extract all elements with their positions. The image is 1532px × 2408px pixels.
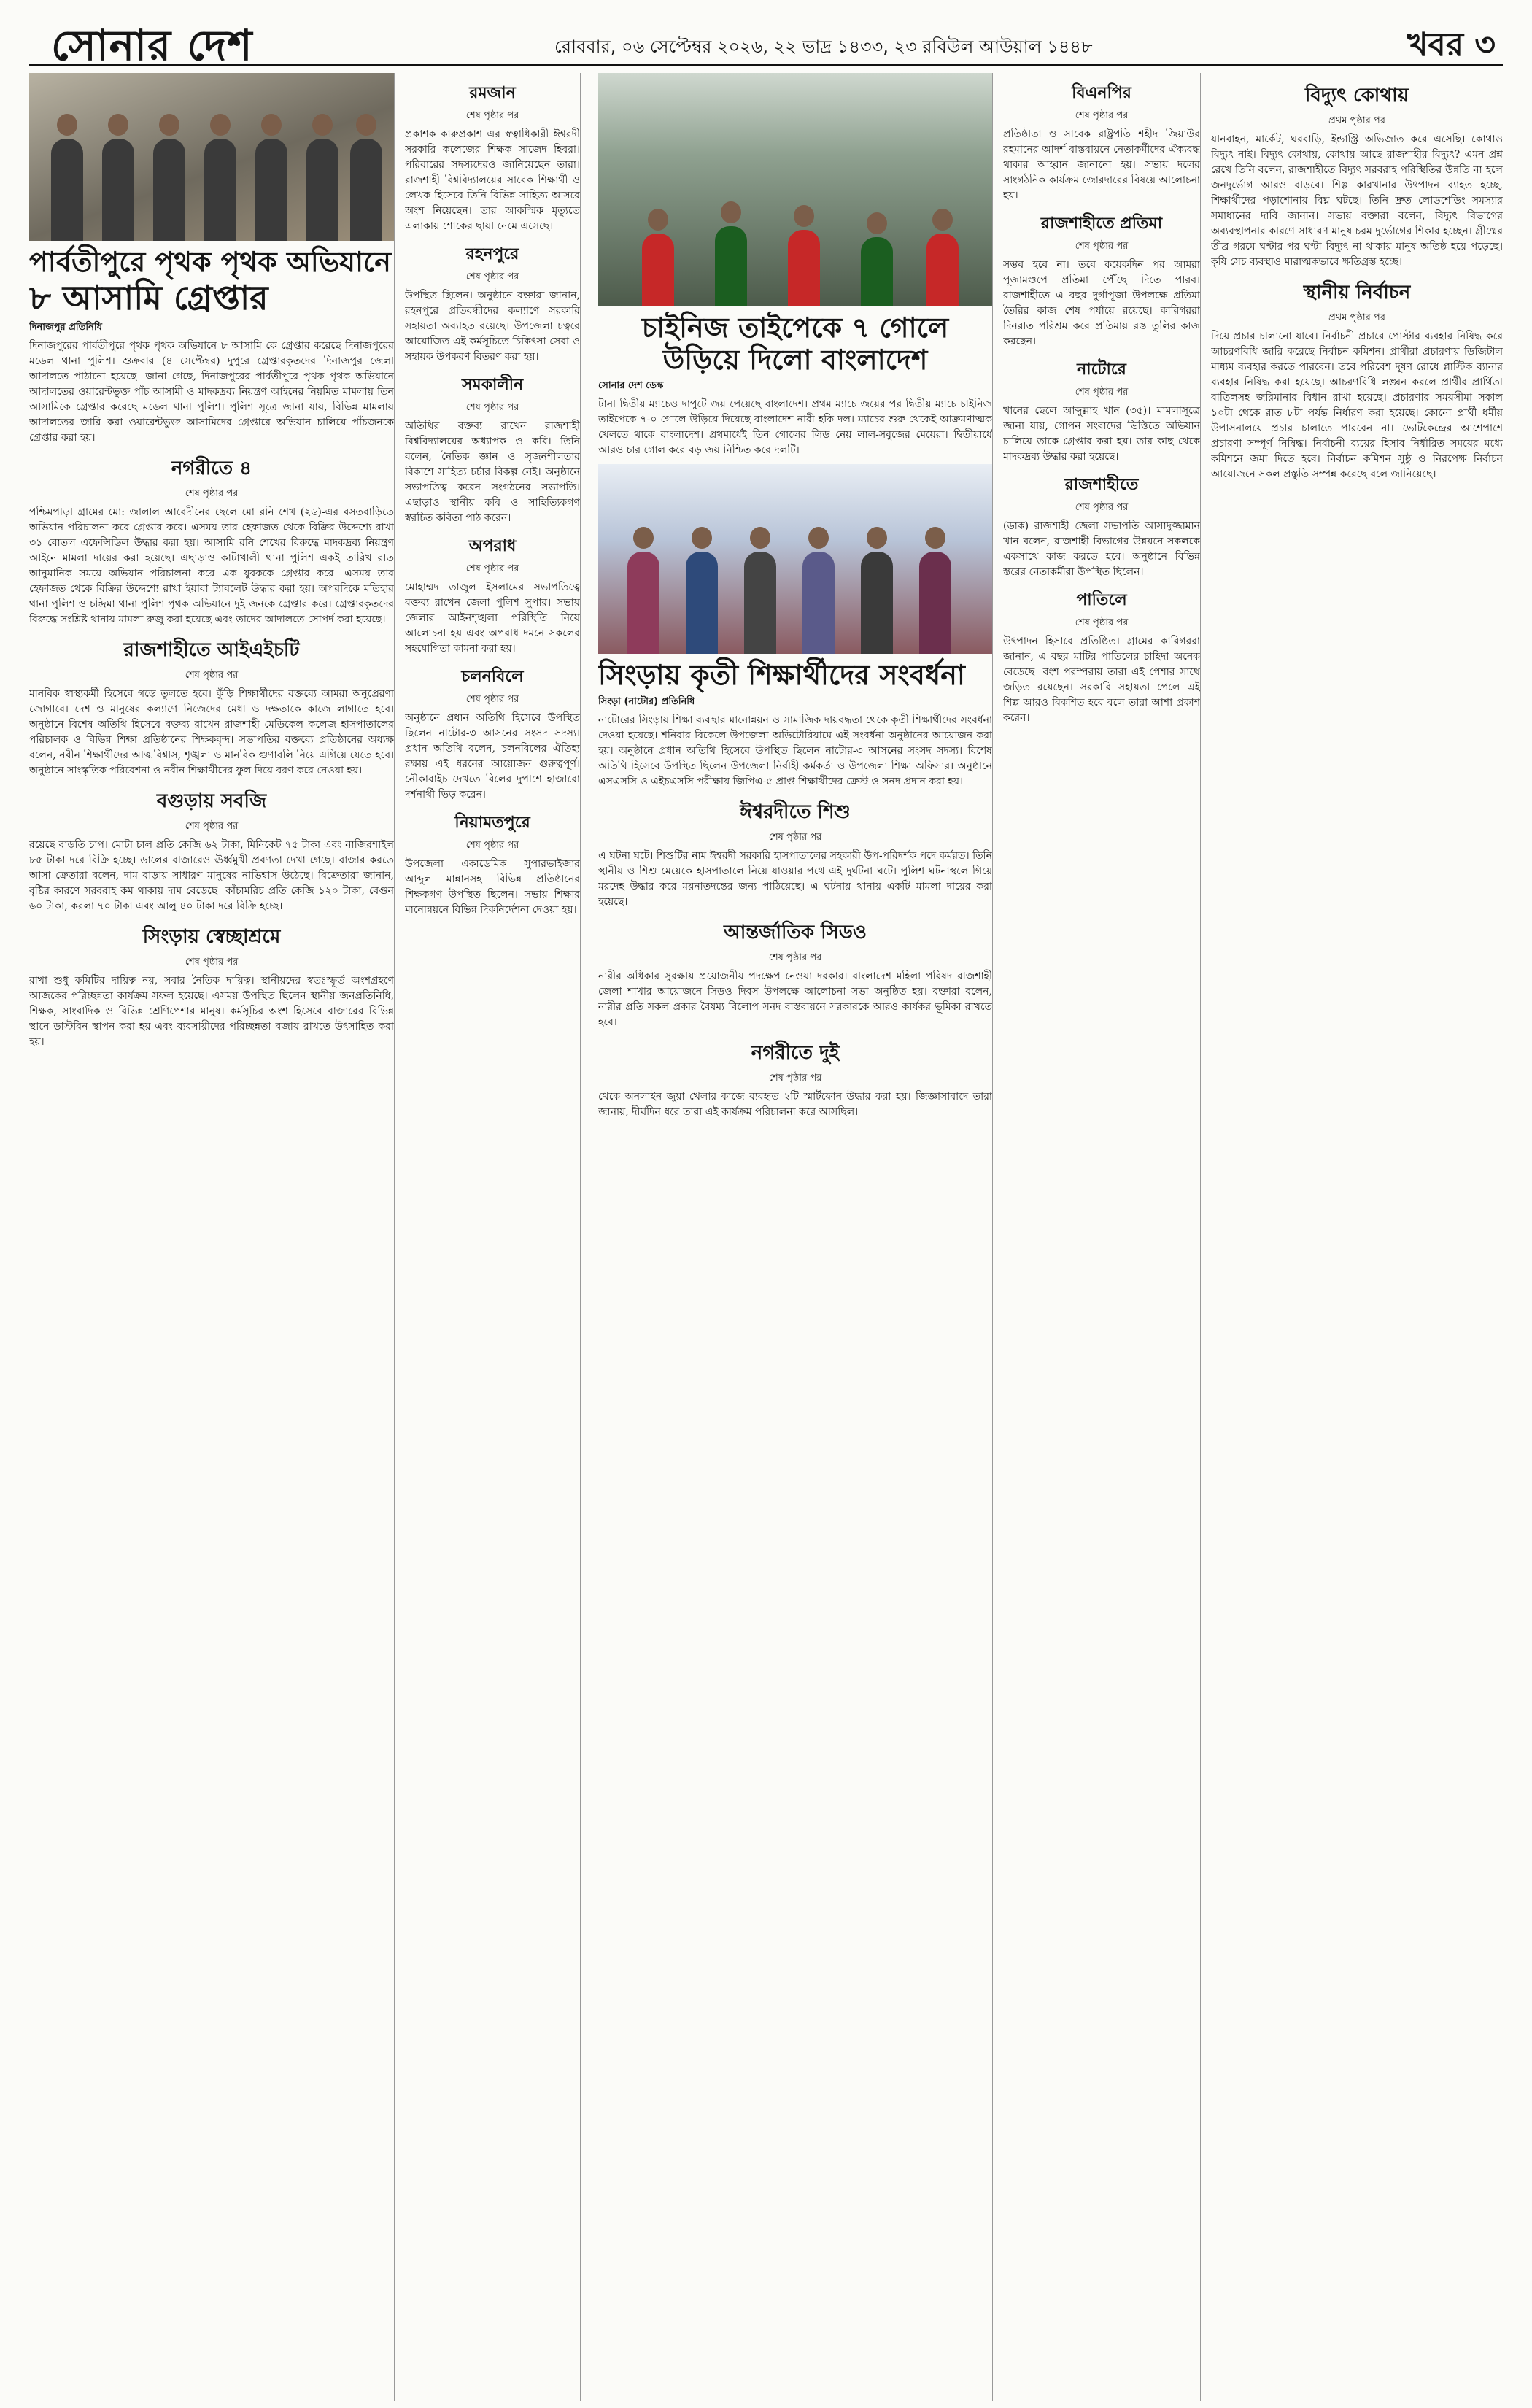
chalan-continued: শেষ পৃষ্ঠার পর (465, 694, 519, 705)
bogra-body: রয়েছে বাড়তি চাপ। মোটা চাল প্রতি কেজি ৬২ টাকা, মিনিকেট ৭৫ টাকা এবং নাজিরশাইল ৮৫ টাকা দরে বিক্রি হচ্ছে। ডালের বাজারেও ঊর্ধ্বমুখী প্রবণতা দেখা গেছে। বাজার করতে আসা ক্রেতারা বলেন, দাম বাড়ায় সাধারণ মানুষের নাভিশ্বাস উঠেছে। বিক্রেতারা জানান, বৃষ্টির কারণে সরবরাহ কম থাকায় দাম বেড়েছে। কাঁচামরিচ প্রতি কেজি ১২০ টাকা, বেগুন ৬০ টাকা, করলা ৭০ টাকা এবং আলু ৪০ টাকা দরে বিক্রি হচ্ছে। (29, 838, 394, 912)
pratima-continued: শেষ পৃষ্ঠার পর (1075, 241, 1129, 252)
oporadh-body: মোহাম্মদ তাজুল ইসলামের সভাপতিত্বে বক্তব্য রাখেন জেলা পুলিশ সুপার। সভায় জেলার আইনশৃঙ্খলা পরিস্থিতি নিয়ে আলোচনা হয় এবং অপরাধ দমনে সকলের সহযোগিতা কামনা করা হয়। (405, 582, 580, 655)
arrest-photo (29, 73, 394, 241)
natore-continued: শেষ পৃষ্ঠার পর (1075, 387, 1129, 398)
rahanpur-continued: শেষ পৃষ্ঠার পর (465, 271, 519, 282)
pratima-body: সম্ভব হবে না। তবে কয়েকদিন পর আমরা পূজামণ্ডপে প্রতিমা পৌঁছে দিতে পারব। রাজশাহীতে এ বছর দুর্গাপূজা উপলক্ষে প্রতিমা তৈরির কাজ শেষ পর্যায়ে রয়েছে। কারিগররা দিনরাত পরিশ্রম করে প্রতিমায় রঙ তুলির কাজ করছেন। (1003, 259, 1200, 347)
somokalin-headline: সমকালীন (461, 376, 524, 394)
nagari-body: পশ্চিমপাড়া গ্রামের মো: জালাল আবেদীনের ছেলে মো রনি শেখ (২৬)-এর বসতবাড়িতে অভিযান পরিচালনা করে গ্রেপ্তার করে। এসময় তার হেফাজত থেকে বিক্রির উদ্দেশ্যে রাখা ৩১ বোতল এফেন্সিডিল উদ্ধার করা হয়। আসামি রনি শেখের বিরুদ্ধে মাদকদ্রব্য নিয়ন্ত্রণ আইনে মামলা দায়ের করা হয়েছে। এছাড়াও কাটাখালী থানা পুলিশ একই তারিখ রাত আনুমানিক সময়ে অভিযান পরিচালনা করে এক যুবককে গ্রেপ্তার করে। এসময় তার হেফাজত থেকে বিক্রির উদ্দেশ্যে রাখা ইয়াবা ট্যাবলেট উদ্ধার করা হয়। অপরদিকে মতিহার থানা পুলিশ ও চন্দ্রিমা থানা পুলিশ পৃথক অভিযানে দুই জনকে গ্রেপ্তার করে। গ্রেপ্তারকৃতদের বিরুদ্ধে সংশ্লিষ্ট থানায় মামলা রুজু করা হয়েছে এবং তাদের আদালতে সোপর্দ করা হয়েছে। (29, 506, 394, 625)
column-2 (405, 73, 581, 2401)
column-1 (29, 73, 395, 2401)
nagari-headline: নগরীতে ৪ (171, 457, 252, 479)
oporadh-headline: অপরাধ (468, 537, 517, 555)
power-headline: বিদ্যুৎ কোথায় (1304, 85, 1409, 107)
bogra-continued: শেষ পৃষ্ঠার পর (185, 820, 239, 832)
power-continued: প্রথম পৃষ্ঠার পর (1328, 115, 1385, 126)
election-body: দিয়ে প্রচার চালানো যাবে। নির্বাচনী প্রচারে পোস্টার ব্যবহার নিষিদ্ধ করে আচরণবিধি জারি করেছে নির্বাচন কমিশন। প্রার্থীরা প্রচারণায় ডিজিটাল মাধ্যম ব্যবহার করতে পারবেন। তবে পরিবেশ দূষণ রোধে প্লাস্টিক ব্যানার ব্যবহার নিষিদ্ধ করা হয়েছে। আচরণবিধি লঙ্ঘন করলে প্রার্থীর প্রার্থিতা বাতিলসহ জরিমানার বিধান রাখা হয়েছে। প্রচারণার সময়সীমা সকাল ১০টা থেকে রাত ৮টা পর্যন্ত নির্ধারণ করা হয়েছে। কোনো প্রার্থী ধর্মীয় উপাসনালয়ে প্রচার চালাতে পারবেন না। ভোটকেন্দ্রের আশেপাশে প্রচারণা সম্পূর্ণ নিষিদ্ধ। নির্বাচনী ব্যয়ের হিসাব নির্ধারিত সময়ের মধ্যে কমিশনে জমা দিতে হবে। নির্বাচন কমিশন সুষ্ঠু ও নিরপেক্ষ নির্বাচন আয়োজনে সকল প্রস্তুতি সম্পন্ন করেছে বলে জানিয়েছে। (1211, 331, 1503, 480)
ishwardi-headline: ঈশ্বরদীতে শিশু (740, 801, 851, 824)
sports-headline-line-1: চাইনিজ তাইপেকে ৭ গোলে (641, 312, 949, 344)
hockey-photo (598, 73, 992, 306)
column-3 (598, 73, 993, 2401)
lead-byline: দিনাজপুর প্রতিনিধি (29, 321, 102, 333)
newspaper-logo: সোনার দেশ (51, 20, 253, 70)
nagari-continued: শেষ পৃষ্ঠার পর (185, 487, 239, 499)
ishwardi-body: এ ঘটনা ঘটে। শিশুটির নাম ঈশ্বরদী সরকারি হাসপাতালের সহকারী উপ-পরিদর্শক পদে কর্মরত। তিনি স্থানীয় ও শিশু মেয়েকে হাসপাতালে নিয়ে যাওয়ার পথে এই দুর্ঘটনা ঘটে। পুলিশ ঘটনাস্থলে গিয়ে মরদেহ উদ্ধার করে ময়নাতদন্তের জন্য পাঠিয়েছে। এ ঘটনায় থানায় একটি মামলা দায়ের করা হয়েছে। (598, 850, 992, 908)
iichit-continued: শেষ পৃষ্ঠার পর (185, 669, 239, 681)
intl-continued: শেষ পৃষ্ঠার পর (768, 952, 822, 964)
page-section: খবর ৩ (1407, 26, 1496, 63)
singra-continued: শেষ পৃষ্ঠার পর (185, 956, 239, 968)
ishwardi-continued: শেষ পৃষ্ঠার পর (768, 832, 822, 844)
lead-headline-line-2: ৮ আসামি গ্রেপ্তার (29, 277, 268, 317)
singra-headline: সিংড়ায় স্বেচ্ছাশ্রমে (142, 925, 281, 948)
sports-headline-line-2: উড়িয়ে দিলো বাংলাদেশ (662, 343, 928, 376)
election-headline: স্থানীয় নির্বাচন (1303, 282, 1411, 304)
bnp-continued: শেষ পৃষ্ঠার পর (1075, 110, 1129, 121)
lead-headline-line-1: পার্বতীপুরে পৃথক পৃথক অভিযানে (29, 246, 391, 278)
masthead (29, 13, 1503, 70)
ramadan-continued: শেষ পৃষ্ঠার পর (465, 110, 519, 121)
iichit-body: মানবিক স্বাস্থ্যকর্মী হিসেবে গড়ে তুলতে হবে। কুঁড়ি শিক্ষার্থীদের বক্তব্যে আমরা অনুপ্রেরণা জোগাবে। দেশ ও মানুষের কল্যাণে নিজেদের মেধা ও দক্ষতাকে কাজে লাগাতে হবে। অনুষ্ঠানে বিশেষ অতিথি হিসেবে বক্তব্য রাখেন রাজশাহী মেডিকেল কলেজ হাসপাতালের পরিচালক ও বিভিন্ন শিক্ষা প্রতিষ্ঠানের শিক্ষকবৃন্দ। সভাপতির বক্তব্যে প্রতিষ্ঠানের অধ্যক্ষ বলেন, নবীন শিক্ষার্থীদের আত্মবিশ্বাস, শৃঙ্খলা ও মানবিক গুণাবলি নিয়ে এগিয়ে যেতে হবে। অনুষ্ঠানে সাংস্কৃতিক পরিবেশনা ও নবীন শিক্ষার্থীদের ফুল দিয়ে বরণ করে নেওয়া হয়। (29, 687, 394, 776)
lead-body: দিনাজপুরের পার্বতীপুরে পৃথক পৃথক অভিযানে ৮ আসামি কে গ্রেপ্তার করেছে দিনাজপুরের মডেল থানা পুলিশ। শুক্রবার (৪ সেপ্টেম্বর) দুপুরে গ্রেপ্তারকৃতদের দিনাজপুর জেলা আদালতে পাঠানো হয়েছে। জানা গেছে, দিনাজপুরের পার্বতীপুরে পৃথক পৃথক অভিযানে আদালতের ওয়ারেন্টভুক্ত পাঁচ আসামী ও মাদকদ্রব্য নিয়ন্ত্রণ আইনের নিয়মিত মামলায় তিন আসামিকে গ্রেপ্তার করেছে মডেল থানা পুলিশ। পুলিশ সূত্রে জানা যায়, বিভিন্ন মামলায় আদালতের জারি করা ওয়ারেন্টভুক্ত আসামিদের গ্রেপ্তারে অভিযান চালিয়ে পাঁচজনকে গ্রেপ্তার করা হয়। (29, 339, 394, 444)
rahanpur-body: উপস্থিত ছিলেন। অনুষ্ঠানে বক্তারা জানান, রহনপুরে প্রতিবন্ধীদের কল্যাণে সরকারি সহায়তা অব্যাহত রয়েছে। উপজেলা চত্বরে আয়োজিত এই কর্মসূচিতে চিকিৎসা সেবা ও সহায়ক উপকরণ বিতরণ করা হয়। (405, 290, 580, 363)
sports-byline: সোনার দেশ ডেস্ক (598, 380, 664, 392)
column-4 (1003, 73, 1201, 2401)
singra-body: রাখা শুধু কমিটির দায়িত্ব নয়, সবার নৈতিক দায়িত্ব। স্থানীয়দের স্বতঃস্ফূর্ত অংশগ্রহণে আজকের পরিচ্ছন্নতা কার্যক্রম সফল হয়েছে। এসময় উপস্থিত ছিলেন স্থানীয় জনপ্রতিনিধি, শিক্ষক, সাংবাদিক ও বিভিন্ন শ্রেণিপেশার মানুষ। কর্মসূচির অংশ হিসেবে বাজারের বিভিন্ন স্থানে ডাস্টবিন স্থাপন করা হয় এবং ব্যবসায়ীদের পরিচ্ছন্নতা বজায় রাখতে উৎসাহিত করা হয়। (29, 974, 394, 1048)
nagari2-headline: নগরীতে দুই (751, 1042, 840, 1065)
power-body: যানবাহন, মার্কেট, ঘরবাড়ি, ইন্ডাস্ট্রি অভিজাত করে এসেছি। কোথাও বিদ্যুৎ নাই। বিদ্যুৎ কোথায়, কোথায় আছে রাজশাহীর বিদ্যুৎ? এমন প্রশ্ন রেখে তিনি বলেন, রাজশাহীতে বিদ্যুৎ সরবরাহ পরিস্থিতির উন্নতি না হলে জনদুর্ভোগ আরও বাড়বে। শিল্প কারখানার উৎপাদন ব্যাহত হচ্ছে, শিক্ষার্থীদের পড়াশোনায় বিঘ্ন ঘটছে। তিনি দ্রুত লোডশেডিং সমস্যার সমাধানের দাবি জানান। সভায় বক্তারা বলেন, বিদ্যুৎ বিভাগের অব্যবস্থাপনার কারণে সাধারণ মানুষ চরম দুর্ভোগের শিকার হচ্ছেন। গ্রীষ্মের তীব্র গরমে ঘণ্টার পর ঘণ্টা বিদ্যুৎ না থাকায় মানুষ অতিষ্ঠ হয়ে পড়েছে। কৃষি সেচ ব্যবস্থাও মারাত্মকভাবে ক্ষতিগ্রস্ত হচ্ছে। (1211, 134, 1503, 268)
dateline: রোববার, ০৬ সেপ্টেম্বর ২০২৬, ২২ ভাদ্র ১৪৩৩, ২৩ রবিউল আউয়াল ১৪৪৮ (554, 36, 1093, 57)
natore-body: খানের ছেলে আব্দুল্লাহ খান (৩৫)। মামলাসূত্রে জানা যায়, গোপন সংবাদের ভিত্তিতে অভিযান চালিয়ে তাকে গ্রেপ্তার করা হয়। তার কাছ থেকে মাদকদ্রব্য উদ্ধার করা হয়েছে। (1003, 405, 1200, 463)
somokalin-continued: শেষ পৃষ্ঠার পর (465, 402, 519, 413)
patile-headline: পাতিলে (1076, 591, 1127, 609)
column-5 (1211, 73, 1503, 2401)
election-continued: প্রথম পৃষ্ঠার পর (1328, 312, 1385, 323)
somokalin-body: অতিথির বক্তব্য রাখেন রাজশাহী বিশ্ববিদ্যালয়ের অধ্যাপক ও কবি। তিনি বলেন, নৈতিক জ্ঞান ও সৃজনশীলতার বিকাশে সাহিত্য চর্চার বিকল্প নেই। অনুষ্ঠানে সভাপতিত্ব করেন সংগঠনের সভাপতি। এছাড়াও স্থানীয় কবি ও সাহিত্যিকগণ স্বরচিত কবিতা পাঠ করেন। (405, 420, 580, 524)
patile-body: উৎপাদন হিসাবে প্রতিষ্ঠিত। গ্রামের কারিগররা জানান, এ বছর মাটির পাতিলের চাহিদা অনেক বেড়েছে। বংশ পরম্পরায় তারা এই পেশার সাথে জড়িত রয়েছেন। সরকারি সহায়তা পেলে এই শিল্প আরও বিকশিত হবে বলে তারা আশা প্রকাশ করেন। (1003, 636, 1200, 724)
natore-headline: নাটোরে (1077, 360, 1126, 379)
chalan-body: অনুষ্ঠানে প্রধান অতিথি হিসেবে উপস্থিত ছিলেন নাটোর-৩ আসনের সংসদ সদস্য। প্রধান অতিথি বলেন, চলনবিলের ঐতিহ্য রক্ষায় এই ধরনের আয়োজন গুরুত্বপূর্ণ। নৌকাবাইচ দেখতে বিলের দুপাশে হাজারো দর্শনার্থী ভিড় করেন। (405, 712, 580, 800)
niamat-body: উপজেলা একাডেমিক সুপারভাইজার আব্দুল মান্নানসহ বিভিন্ন প্রতিষ্ঠানের শিক্ষকগণ উপস্থিত ছিলেন। সভায় শিক্ষার মানোন্নয়নে বিভিন্ন দিকনির্দেশনা দেওয়া হয়। (405, 858, 580, 916)
intl-body: নারীর অধিকার সুরক্ষায় প্রয়োজনীয় পদক্ষেপ নেওয়া দরকার। বাংলাদেশ মহিলা পরিষদ রাজশাহী জেলা শাখার আয়োজনে সিডও দিবস উপলক্ষে আলোচনা সভা অনুষ্ঠিত হয়। বক্তারা বলেন, নারীর প্রতি সকল প্রকার বৈষম্য বিলোপ সনদ বাস্তবায়নে সরকারকে আরও কার্যকর ভূমিকা রাখতে হবে। (598, 970, 992, 1029)
niamat-headline: নিয়ামতপুরে (454, 814, 530, 832)
rahanpur-headline: রহনপুরে (465, 245, 519, 263)
reception-photo (598, 464, 992, 654)
reception-headline: সিংড়ায় কৃতী শিক্ষার্থীদের সংবর্ধনা (598, 659, 965, 692)
niamat-continued: শেষ পৃষ্ঠার পর (465, 840, 519, 851)
raj2-continued: শেষ পৃষ্ঠার পর (1075, 502, 1129, 513)
raj2-headline: রাজশাহীতে (1064, 476, 1139, 494)
nagari2-continued: শেষ পৃষ্ঠার পর (768, 1073, 822, 1084)
iichit-headline: রাজশাহীতে আইএইচটি (123, 638, 300, 661)
ramadan-body: প্রকাশক কারুপ্রকাশ এর স্বত্বাধিকারী ঈশ্বরদী সরকারি কলেজের শিক্ষক সাজেদ হিবরা। পরিবারের সদস্যদেরও জানিয়েছেন তারা। রাজশাহী বিশ্ববিদ্যালয়ের সাবেক শিক্ষার্থী ও লেখক হিসেবে তিনি বিভিন্ন সাহিত্য আসরে অংশ নিয়েছেন। তার আকস্মিক মৃত্যুতে এলাকায় শোকের ছায়া নেমে এসেছে। (405, 128, 580, 232)
intl-headline: আন্তর্জাতিক সিডও (723, 922, 867, 944)
reception-body: নাটোরের সিংড়ায় শিক্ষা ব্যবস্থার মানোন্নয়ন ও সামাজিক দায়বদ্ধতা থেকে কৃতী শিক্ষার্থীদের সংবর্ধনা দেওয়া হয়েছে। শনিবার বিকেলে উপজেলা অডিটোরিয়ামে এই সংবর্ধনা অনুষ্ঠানের আয়োজন করা হয়। অনুষ্ঠানে প্রধান অতিথি হিসেবে উপস্থিত ছিলেন নাটোর-৩ আসনের সংসদ সদস্য। বিশেষ অতিথি হিসেবে উপস্থিত ছিলেন উপজেলা নির্বাহী কর্মকর্তা ও উপজেলা শিক্ষা অফিসার। অনুষ্ঠানে এসএসসি ও এইচএসসি পরীক্ষায় জিপিএ-৫ প্রাপ্ত শিক্ষার্থীদের ক্রেস্ট ও সনদ প্রদান করা হয়। (598, 714, 992, 788)
pratima-headline: রাজশাহীতে প্রতিমা (1040, 215, 1163, 233)
patile-continued: শেষ পৃষ্ঠার পর (1075, 617, 1129, 628)
reception-byline: সিংড়া (নাটোর) প্রতিনিধি (598, 696, 695, 708)
oporadh-continued: শেষ পৃষ্ঠার পর (465, 563, 519, 574)
bogra-headline: বগুড়ায় সবজি (156, 790, 267, 812)
raj2-body: (ডাক) রাজশাহী জেলা সভাপতি আসাদুজ্জামান খান বলেন, রাজশাহী বিভাগের উন্নয়নে সকলকে একসাথে কাজ করতে হবে। অনুষ্ঠানে বিভিন্ন স্তরের নেতাকর্মীরা উপস্থিত ছিলেন। (1003, 520, 1200, 578)
sports-body: টানা দ্বিতীয় ম্যাচেও দাপুটে জয় পেয়েছে বাংলাদেশ। প্রথম ম্যাচে জয়ের পর দ্বিতীয় ম্যাচে চাইনিজ তাইপেকে ৭-০ গোলে উড়িয়ে দিয়েছে বাংলাদেশ নারী হকি দল। ম্যাচের শুরু থেকেই আক্রমণাত্মক খেলতে থাকে বাংলাদেশ। প্রথমার্ধেই তিন গোলের লিড নেয় লাল-সবুজের মেয়েরা। দ্বিতীয়ার্ধে আরও চার গোল করে বড় জয় নিশ্চিত করে দলটি। (598, 398, 992, 457)
bnp-body: প্রতিষ্ঠাতা ও সাবেক রাষ্ট্রপতি শহীদ জিয়াউর রহমানের আদর্শ বাস্তবায়নে নেতাকর্মীদের ঐক্যবদ্ধ থাকার আহ্বান জানানো হয়। সভায় দলের সাংগঠনিক কার্যক্রম জোরদারের বিষয়ে আলোচনা হয়। (1003, 128, 1200, 201)
nagari2-body: থেকে অনলাইন জুয়া খেলার কাজে ব্যবহৃত ২টি স্মার্টফোন উদ্ধার করা হয়। জিজ্ঞাসাবাদে তারা জানায়, দীর্ঘদিন ধরে তারা এই কার্যক্রম পরিচালনা করে আসছিল। (598, 1091, 992, 1119)
ramadan-headline: রমজান (469, 84, 516, 102)
bnp-headline: বিএনপির (1072, 84, 1131, 102)
chalan-headline: চলনবিলে (461, 668, 524, 686)
